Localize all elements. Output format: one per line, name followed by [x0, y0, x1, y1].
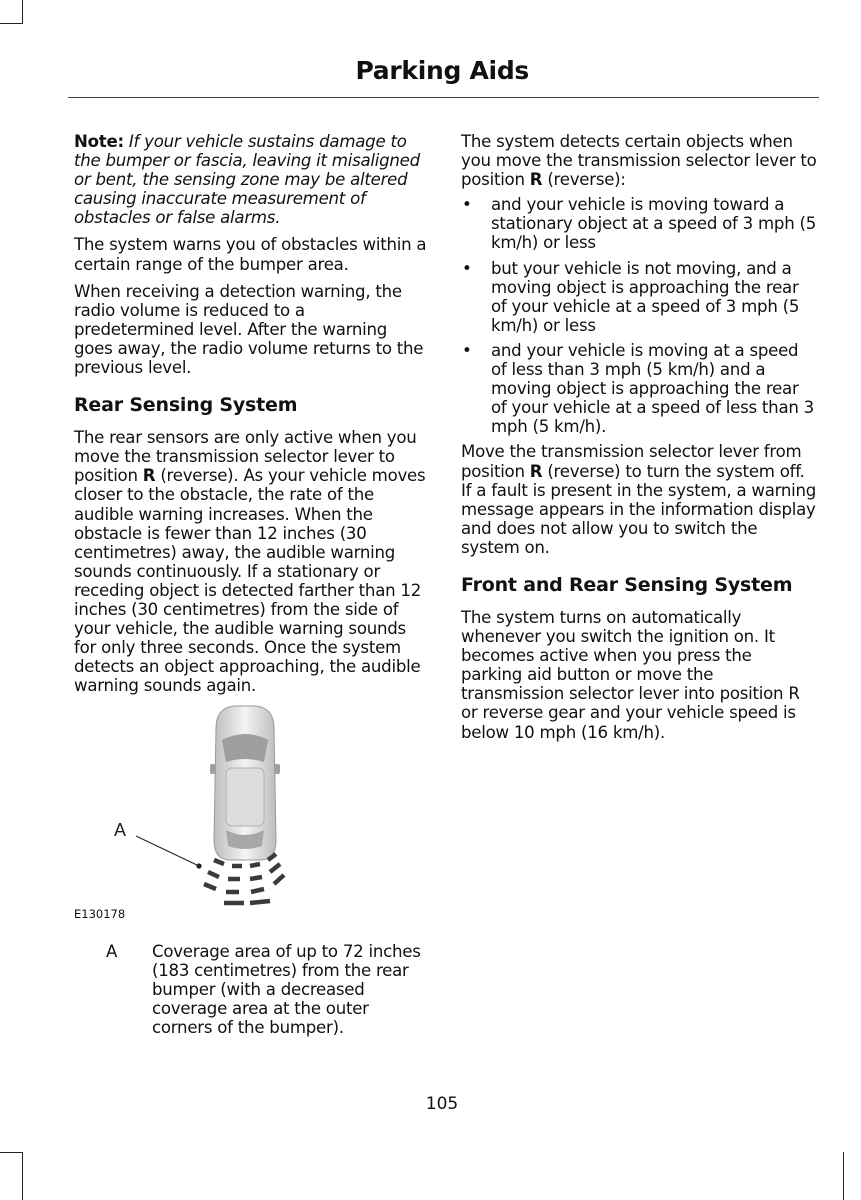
bullet-icon: • — [462, 340, 472, 360]
detection-intro-paragraph — [461, 132, 817, 189]
crop-mark-top-left-v — [22, 0, 23, 24]
bullet-icon: • — [462, 258, 472, 278]
bullet-icon: • — [462, 195, 472, 215]
front-rear-paragraph: The system turns on automatically whenever you switch the ignition on. It becomes active when you press the parking aid button or move the transmission selector lever into position R or reverse gear and your vehicle speed is below 10 mph (16 km/h). — [461, 607, 800, 742]
turn-off-position-r: R — [529, 461, 543, 481]
detection-intro-text-a: The system detects certain objects when you move the transmission selector lever to position — [461, 132, 817, 190]
list-item-text: but your vehicle is not moving, and a moving object is approaching the rear of your vehicle at a speed of 3 mph (5 km/h) or less — [491, 258, 800, 335]
turn-off-text-b: (reverse) to turn the system off. If a fault is present in the system, a warning message appears in the information display and does not allow you to switch the system on. — [461, 461, 817, 557]
right-column — [461, 132, 817, 750]
turn-off-paragraph — [461, 442, 817, 557]
crop-mark-bottom-left-h — [0, 1152, 23, 1153]
header-rule — [68, 97, 819, 98]
rear-sensors-text-a: The rear sensors are only active when you move the transmission selector lever to position — [74, 428, 417, 486]
callout-dot — [196, 863, 201, 868]
list-item-text: and your vehicle is moving toward a stationary object at a speed of 3 mph (5 km/h) or less — [491, 195, 817, 253]
page-title: Parking Aids — [355, 56, 529, 85]
front-rear-sensing-heading: Front and Rear Sensing System — [461, 573, 793, 596]
list-item — [461, 259, 817, 335]
note-text: If your vehicle sustains damage to the bumper or fascia, leaving it misaligned or bent, the sensing zone may be altered causing inaccurate measurement of obstacles or false alarms. — [74, 132, 420, 228]
legend-text: Coverage area of up to 72 inches (183 centimetres) from the rear bumper (with a decreased coverage area at the outer corners of the bumper). — [152, 942, 421, 1038]
crop-mark-top-left-h — [0, 23, 23, 24]
page-number: 105 — [425, 1094, 459, 1114]
callout-leader-line — [136, 836, 199, 866]
note-paragraph — [74, 132, 428, 227]
crop-mark-bottom-left-v — [22, 1152, 23, 1200]
left-column — [74, 132, 428, 703]
rear-sensors-text-b: (reverse). As your vehicle moves closer to the obstacle, the rate of the audible warning increases. When the obstacle is fewer than 12 inches (30 centimetres) away, the audible warning sounds continuously. If a stationary or receding object is detected farther than 12 inches (30 centimetres) from the side of your vehicle, the audible warning sounds for only three seconds. Once the system detects an object approaching, the audible warning sounds again. — [74, 466, 426, 696]
figure-legend — [74, 942, 428, 1037]
list-item — [461, 341, 817, 436]
rear-sensing-figure — [74, 700, 428, 925]
legend-key: A — [106, 942, 118, 961]
radio-volume-paragraph: When receiving a detection warning, the radio volume is reduced to a predetermined level. After the warning goes away, the radio volume returns to the previous level. — [74, 281, 424, 378]
detection-conditions-list — [461, 195, 817, 436]
obstacle-warning-paragraph: The system warns you of obstacles within a certain range of the bumper area. — [74, 235, 427, 274]
sensor-coverage-arcs — [204, 854, 284, 903]
note-label: Note: — [74, 132, 124, 151]
turn-off-text-a: Move the transmission selector lever from position — [461, 442, 802, 481]
rear-sensors-position-r: R — [142, 466, 156, 486]
detection-intro-text-b: (reverse): — [542, 170, 626, 190]
rear-sensing-heading: Rear Sensing System — [74, 394, 298, 417]
figure-code: E130178 — [74, 907, 126, 921]
rear-sensors-paragraph — [74, 428, 428, 695]
car-icon — [210, 706, 280, 860]
list-item-text: and your vehicle is moving at a speed of less than 3 mph (5 km/h) and a moving object is approaching the rear of your vehicle at a speed of less than 3 mph (5 km/h). — [491, 340, 814, 437]
crop-mark-bottom-right-v — [843, 1152, 844, 1200]
detection-intro-position-r: R — [529, 170, 543, 190]
car-coverage-illustration — [74, 700, 428, 925]
figure-callout-label: A — [114, 820, 127, 840]
list-item — [461, 195, 817, 252]
